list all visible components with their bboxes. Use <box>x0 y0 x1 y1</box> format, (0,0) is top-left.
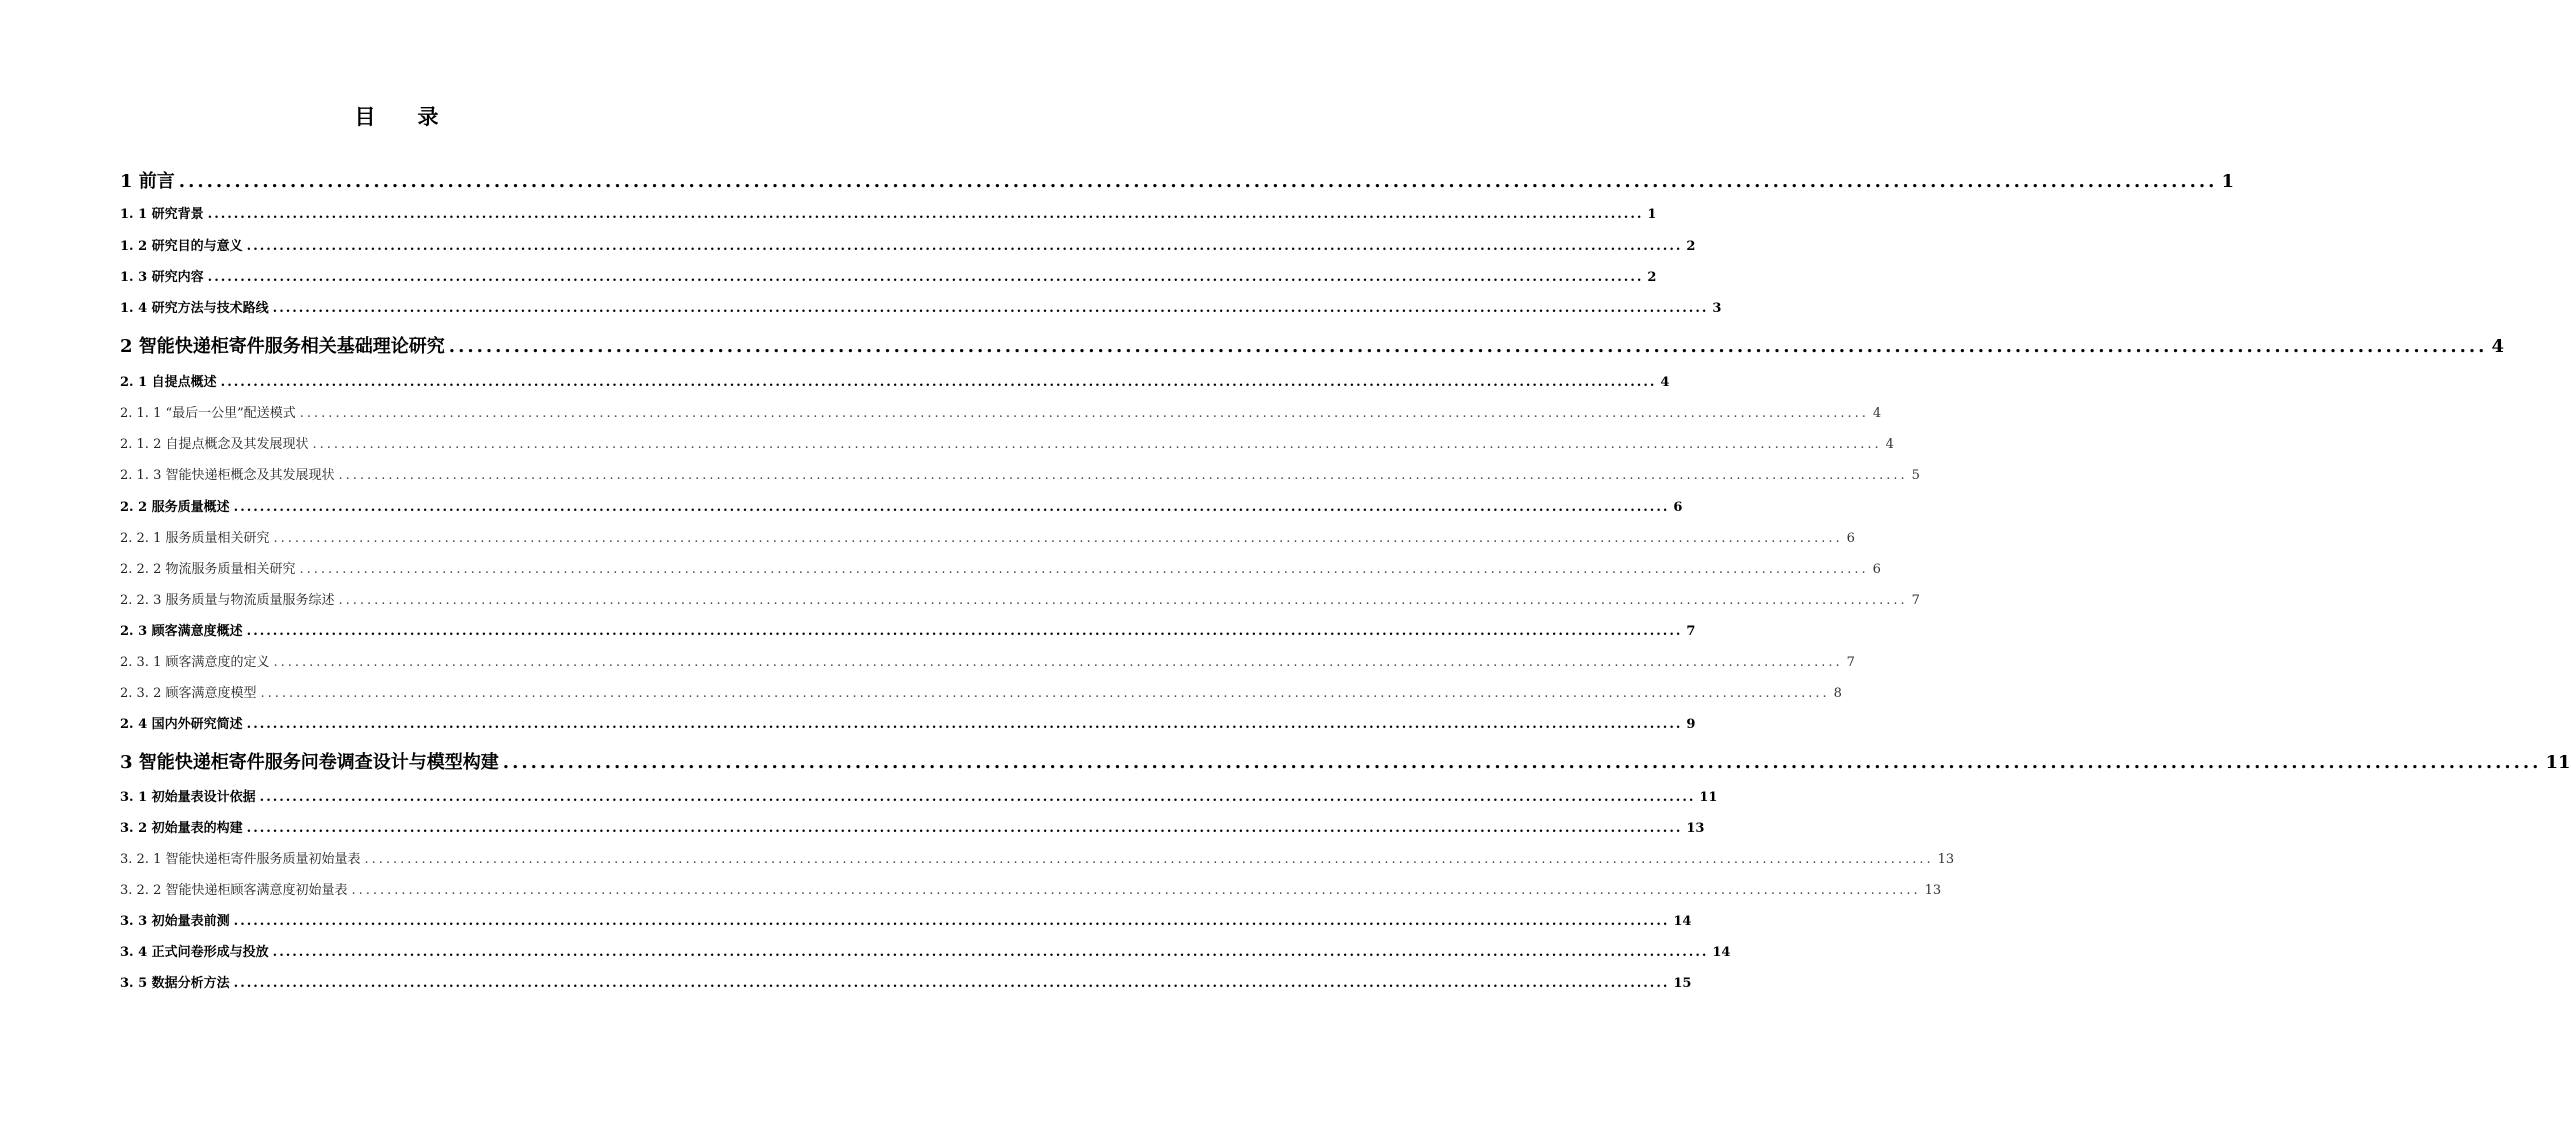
toc-entry-label: 2. 1. 3 智能快递柜概念及其发展现状 <box>120 468 335 483</box>
toc-entry[interactable] <box>120 590 1920 612</box>
toc-entry[interactable] <box>120 372 1670 394</box>
toc-entry-leader-dots: ............................................................................................................................................................................................................................ <box>364 852 1934 867</box>
toc-entry-label: 3. 1 初始量表设计依据 <box>120 790 256 805</box>
toc-entry-label: 3. 4 正式问卷形成与投放 <box>120 945 269 960</box>
toc-entry-leader-dots: ............................................................................................................................................................................................................................ <box>273 531 1843 546</box>
toc-entry-label: 3. 3 初始量表前测 <box>120 914 230 929</box>
toc-entry-leader-dots: ............................................................................................................................................................................................................................ <box>299 406 1869 421</box>
toc-entry-page-number: 5 <box>1911 468 1920 483</box>
toc-entry[interactable] <box>120 652 1855 674</box>
toc-entry-label: 2 智能快递柜寄件服务相关基础理论研究 <box>120 336 445 357</box>
toc-entry[interactable] <box>120 880 1942 902</box>
toc-entry-page-number: 11 <box>2545 752 2571 773</box>
toc-title-char-2: 录 <box>417 104 439 129</box>
toc-entry[interactable] <box>120 168 2234 196</box>
toc-entry-label: 2. 1. 2 自提点概念及其发展现状 <box>120 437 309 452</box>
toc-entry-page-number: 7 <box>1846 655 1855 670</box>
toc-entry-label: 2. 3. 1 顾客满意度的定义 <box>120 655 270 670</box>
toc-entry-leader-dots: ............................................................................................................................................................................................................................ <box>312 437 1882 452</box>
toc-entry[interactable] <box>120 497 1683 519</box>
toc-entry-page-number: 6 <box>1846 531 1855 546</box>
toc-entry-leader-dots: ............................................................................................................................................................................................................................ <box>207 207 1644 222</box>
toc-entry-leader-dots: ............................................................................................................................................................................................................................ <box>272 301 1709 316</box>
toc-entry-label: 3. 2. 2 智能快递柜顾客满意度初始量表 <box>120 883 348 898</box>
toc-entry-leader-dots: ............................................................................................................................................................................................................................ <box>220 375 1657 390</box>
toc-entry[interactable] <box>120 559 1881 581</box>
toc-entry[interactable] <box>120 973 1692 995</box>
toc-entry-page-number: 7 <box>1911 593 1920 608</box>
toc-entry[interactable] <box>120 204 1657 226</box>
toc-entry-page-number: 4 <box>1660 375 1670 390</box>
toc-entry[interactable] <box>120 236 1696 258</box>
toc-entry-label: 2. 2. 2 物流服务质量相关研究 <box>120 562 296 577</box>
toc-entry-label: 3. 2. 1 智能快递柜寄件服务质量初始量表 <box>120 852 361 867</box>
toc-entry-label: 1. 2 研究目的与意义 <box>120 239 243 254</box>
toc-entry-label: 2. 1 自提点概述 <box>120 375 217 390</box>
toc-entry-label: 2. 3. 2 顾客满意度模型 <box>120 686 257 701</box>
toc-entry[interactable] <box>120 749 2571 777</box>
toc-entry[interactable] <box>120 683 1842 705</box>
toc-entry-leader-dots: ............................................................................................................................................................................................................................ <box>233 914 1670 929</box>
toc-entry-leader-dots: ............................................................................................................................................................................................................................ <box>299 562 1869 577</box>
toc-entry-leader-dots: ............................................................................................................................................................................................................................ <box>246 717 1683 732</box>
toc-entry-leader-dots: ............................................................................................................................................................................................................................ <box>233 976 1670 991</box>
toc-entry-leader-dots: ............................................................................................................................................................................................................................ <box>260 686 1830 701</box>
toc-entry-leader-dots: ............................................................................................................................................................................................................................ <box>502 752 2542 773</box>
toc-entry-page-number: 2 <box>1647 270 1657 285</box>
toc-entry-page-number: 1 <box>2221 171 2234 192</box>
toc-entry-page-number: 8 <box>1833 686 1842 701</box>
toc-entry-page-number: 3 <box>1712 301 1722 316</box>
toc-entry-leader-dots: ............................................................................................................................................................................................................................ <box>178 171 2218 192</box>
toc-entry[interactable] <box>120 942 1731 964</box>
toc-entry-page-number: 11 <box>1699 790 1718 805</box>
toc-entry-leader-dots: ............................................................................................................................................................................................................................ <box>448 336 2488 357</box>
toc-entry[interactable] <box>120 714 1696 736</box>
toc-entry-page-number: 15 <box>1673 976 1692 991</box>
toc-entry-page-number: 7 <box>1686 624 1696 639</box>
toc-entry-label: 2. 2. 3 服务质量与物流质量服务综述 <box>120 593 335 608</box>
toc-entry[interactable] <box>120 528 1855 550</box>
toc-entry[interactable] <box>120 434 1894 456</box>
toc-entry[interactable] <box>120 787 1718 809</box>
toc-entry-leader-dots: ............................................................................................................................................................................................................................ <box>246 624 1683 639</box>
toc-entry[interactable] <box>120 621 1696 643</box>
toc-entry-leader-dots: ............................................................................................................................................................................................................................ <box>273 655 1843 670</box>
toc-entry-page-number: 4 <box>1872 406 1882 421</box>
toc-entry-page-number: 9 <box>1686 717 1696 732</box>
toc-entry-label: 2. 3 顾客满意度概述 <box>120 624 243 639</box>
toc-entry-label: 2. 1. 1 “最后一公里”配送模式 <box>120 406 296 421</box>
toc-entry-leader-dots: ............................................................................................................................................................................................................................ <box>338 468 1908 483</box>
toc-entry-label: 1 前言 <box>120 171 175 192</box>
toc-entry-label: 3 智能快递柜寄件服务问卷调查设计与模型构建 <box>120 752 499 773</box>
toc-entry-label: 1. 1 研究背景 <box>120 207 204 222</box>
toc-entry-leader-dots: ............................................................................................................................................................................................................................ <box>338 593 1908 608</box>
toc-entry[interactable] <box>120 267 1657 289</box>
toc-entry-label: 1. 4 研究方法与技术路线 <box>120 301 269 316</box>
toc-entry-leader-dots: ............................................................................................................................................................................................................................ <box>246 239 1683 254</box>
toc-entry-page-number: 2 <box>1686 239 1696 254</box>
toc-entry-leader-dots: ............................................................................................................................................................................................................................ <box>207 270 1644 285</box>
toc-entry-page-number: 6 <box>1872 562 1881 577</box>
toc-entry-leader-dots: ............................................................................................................................................................................................................................ <box>351 883 1921 898</box>
toc-entry-label: 1. 3 研究内容 <box>120 270 204 285</box>
toc-entry-leader-dots: ............................................................................................................................................................................................................................ <box>246 821 1683 836</box>
toc-entry-label: 2. 2 服务质量概述 <box>120 500 230 515</box>
toc-entry-page-number: 13 <box>1686 821 1705 836</box>
toc-entry[interactable] <box>120 849 1955 871</box>
toc-entry-page-number: 4 <box>2491 336 2504 357</box>
toc-entry-leader-dots: ............................................................................................................................................................................................................................ <box>272 945 1709 960</box>
toc-entry-page-number: 1 <box>1647 207 1657 222</box>
toc-entry[interactable] <box>120 333 2504 361</box>
toc-entry-page-number: 14 <box>1712 945 1731 960</box>
toc-entry[interactable] <box>120 465 1920 487</box>
toc-entry-label: 3. 2 初始量表的构建 <box>120 821 243 836</box>
toc-entry-label: 2. 2. 1 服务质量相关研究 <box>120 531 270 546</box>
toc-entry-page-number: 13 <box>1937 852 1955 867</box>
toc-entry-page-number: 6 <box>1673 500 1683 515</box>
toc-entry[interactable] <box>120 818 1705 840</box>
toc-entry-page-number: 4 <box>1885 437 1894 452</box>
toc-entry[interactable] <box>120 298 1722 320</box>
toc-title <box>0 100 793 134</box>
toc-entry[interactable] <box>120 911 1692 933</box>
toc-entry-leader-dots: ............................................................................................................................................................................................................................ <box>233 500 1670 515</box>
toc-entry-page-number: 14 <box>1673 914 1692 929</box>
toc-entry-leader-dots: ............................................................................................................................................................................................................................ <box>259 790 1696 805</box>
toc-entry-page-number: 13 <box>1924 883 1942 898</box>
toc-entry-label: 3. 5 数据分析方法 <box>120 976 230 991</box>
toc-entry[interactable] <box>120 403 1882 425</box>
toc-entry-label: 2. 4 国内外研究简述 <box>120 717 243 732</box>
toc-title-char-1: 目 <box>354 104 376 129</box>
